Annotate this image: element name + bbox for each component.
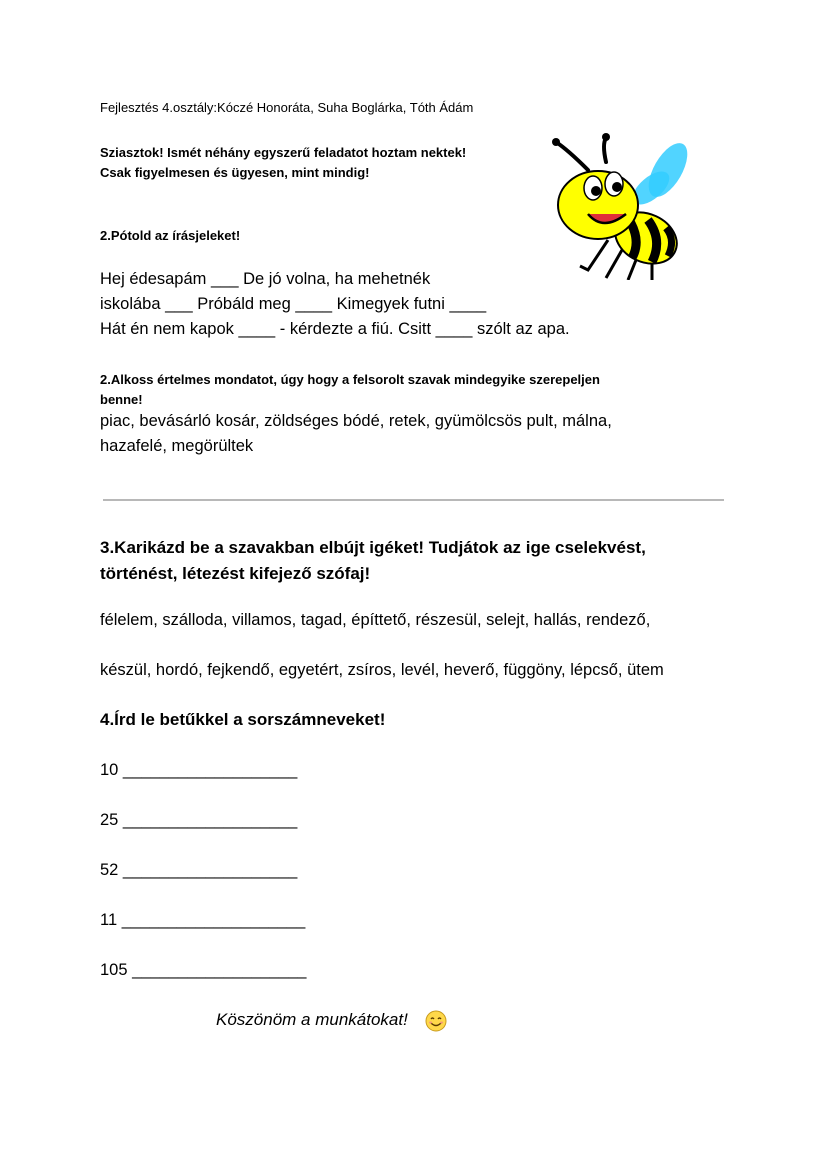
closing-text: Köszönöm a munkátokat! — [216, 1010, 408, 1029]
smiley-icon — [425, 1010, 447, 1032]
task3-words-line-1: félelem, szálloda, villamos, tagad, építtető, részesül, selejt, hallás, rendező, — [100, 611, 651, 629]
task1-title: 2.Pótold az írásjeleket! — [100, 228, 241, 243]
ordinal-item: 10 ___________________ — [100, 761, 298, 779]
task3-title-line-1: 3.Karikázd be a szavakban elbújt igéket! Tudjátok az ige cselekvést, — [100, 538, 646, 557]
ordinal-item: 11 ____________________ — [100, 911, 306, 929]
task3-title — [100, 535, 646, 587]
task1-line: Hát én nem kapok ____ - kérdezte a fiú. Csitt ____ szólt az apa. — [100, 320, 570, 338]
task3-words-line-2: készül, hordó, fejkendő, egyetért, zsíros, levél, heverő, függöny, lépcső, ütem — [100, 661, 664, 679]
intro-line-1: Sziasztok! Ismét néhány egyszerű feladatot hoztam nektek! — [100, 145, 467, 160]
task2-title-line-2: benne! — [100, 392, 143, 407]
task3-title-line-2: történést, létezést kifejező szófaj! — [100, 564, 371, 583]
task1-line: Hej édesapám ___ De jó volna, ha mehetnék — [100, 270, 431, 288]
ordinal-item: 105 ___________________ — [100, 961, 307, 979]
task2-words-line-1: piac, bevásárló kosár, zöldséges bódé, retek, gyümölcsös pult, málna, — [100, 412, 612, 430]
task2-title-line-1: 2.Alkoss értelmes mondatot, úgy hogy a felsorolt szavak mindegyike szerepeljen — [100, 372, 600, 387]
intro-text — [100, 143, 466, 183]
intro-line-2: Csak figyelmesen és ügyesen, mint mindig! — [100, 165, 370, 180]
task2-words — [100, 409, 612, 459]
worksheet-header: Fejlesztés 4.osztály:Kóczé Honoráta, Suha Boglárka, Tóth Ádám — [100, 100, 474, 115]
ordinal-item: 25 ___________________ — [100, 811, 298, 829]
bee-icon — [548, 130, 698, 280]
task2-words-line-2: hazafelé, megörültek — [100, 437, 254, 455]
task2-title — [100, 370, 600, 410]
section-divider — [103, 499, 724, 501]
task4-title: 4.Írd le betűkkel a sorszámneveket! — [100, 710, 386, 729]
task1-line: iskolába ___ Próbáld meg ____ Kimegyek futni ____ — [100, 295, 487, 313]
ordinal-item: 52 ___________________ — [100, 861, 298, 879]
task1-body — [100, 267, 570, 342]
